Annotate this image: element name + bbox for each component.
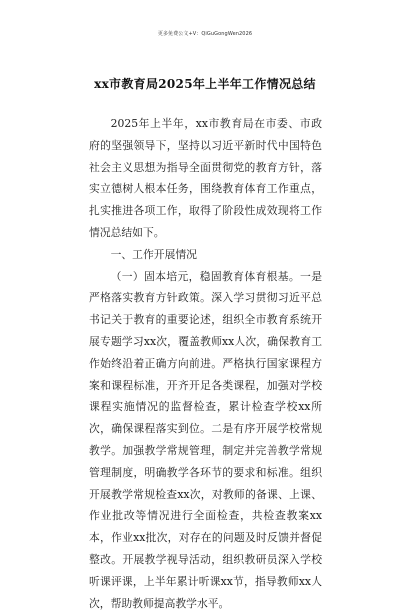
section-paragraph: （一）固本培元，稳固教育体育根基。一是严格落实教育方针政策。深入学习贯彻习近平总书记关于教育的重要论述，组织全市教育系统开展专题学习xx次，覆盖教师xx人次，确保教育工作始终沿着正确方向前进。严格执行国家课程方案和课程标准，开齐开足各类课程，加强对学校课程实施情况的监督检查，累计检查学校xx所次，确保课程落实到位。二是有序开展学校常规教学。加强教学常规管理，制定并完善教学常规管理制度，明确教学各环节的要求和标准。组织开展教学常规检查xx次，对教师的备课、上课、作业批改等情况进行全面检查，共检查教案xx本，作业xx批次，对存在的问题及时反馈并督促整改。开展教学视导活动，组织教研员深入学校听课评课，上半年累计听课xx节，指导教师xx人次，帮助教师提高教学水平。 [89,269,322,610]
section-heading: 一、工作开展情况 [110,247,197,261]
document-body [89,113,322,614]
intro-paragraph: 2025年上半年，xx市教育局在市委、市政府的坚强领导下，坚持以习近平新时代中国特色社会主义思想为指导全面贯彻党的教育方针，落实立德树人根本任务，围绕教育体育工作重点，扎实推进各项工作，取得了阶段性成效现将工作情况总结如下。 [89,117,322,239]
document-title: xx市教育局2025年上半年工作情况总结 [94,77,316,91]
header-note: 更多免费公文+V：QiGuGongWen2026 [157,31,253,37]
